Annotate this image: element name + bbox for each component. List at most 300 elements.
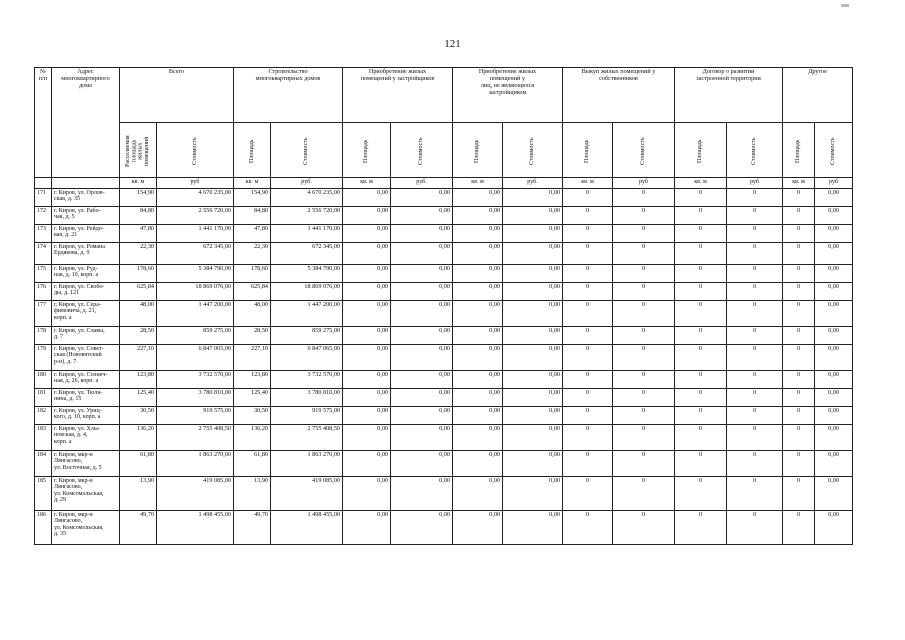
area-cell: 13,90 (234, 477, 271, 511)
cost-cell: 1 441 170,00 (157, 225, 234, 243)
cost-cell: 0 (613, 389, 675, 407)
row-number: 184 (35, 451, 52, 477)
area-cell: 0,00 (343, 407, 391, 425)
area-cell: 0,00 (343, 243, 391, 265)
units-cell-empty (52, 178, 120, 189)
cost-cell: 0 (613, 477, 675, 511)
row-number: 174 (35, 243, 52, 265)
cost-cell: 1 498 455,00 (157, 511, 234, 545)
cost-cell: 0,00 (391, 425, 453, 451)
cost-cell: 0,00 (815, 407, 853, 425)
area-cell: 0 (675, 511, 727, 545)
area-cell: 0 (563, 265, 613, 283)
address-cell: г. Киров, ул. Рабо- чая, д. 5 (52, 207, 120, 225)
area-cell: 136,20 (234, 425, 271, 451)
cost-cell: 672 345,00 (271, 243, 343, 265)
header-sub-label: Стоимость (529, 137, 536, 165)
cost-cell: 0,00 (391, 265, 453, 283)
row-number: 183 (35, 425, 52, 451)
header-sub-cell (343, 123, 391, 178)
area-cell: 61,80 (234, 451, 271, 477)
cost-cell: 0,00 (815, 283, 853, 301)
header-group-territory: Договор о развитии застроенной территории (675, 68, 783, 123)
cost-cell: 0,00 (391, 511, 453, 545)
header-sub-cell (271, 123, 343, 178)
row-number: 181 (35, 389, 52, 407)
cost-cell: 0 (613, 265, 675, 283)
cost-cell: 0,00 (391, 345, 453, 371)
cost-cell: 0,00 (815, 511, 853, 545)
cost-cell: 0,00 (503, 511, 563, 545)
cost-cell: 0 (613, 225, 675, 243)
table-row (35, 371, 853, 389)
area-cell: 625,84 (120, 283, 157, 301)
cost-cell: 0 (727, 511, 783, 545)
address-cell: г. Киров, мкр-н Лянгасово, ул. Комсомольская, д. 35 (52, 511, 120, 545)
table-row (35, 511, 853, 545)
area-cell: 0 (675, 189, 727, 207)
row-number: 186 (35, 511, 52, 545)
header-sub-cell (815, 123, 853, 178)
cost-cell: 0,00 (503, 345, 563, 371)
area-cell: 0,00 (453, 283, 503, 301)
area-cell: 0 (783, 301, 815, 327)
area-cell: 0 (563, 283, 613, 301)
units-cell: кв. м (783, 178, 815, 189)
cost-cell: 0,00 (391, 477, 453, 511)
header-sub-label: Стоимость (303, 137, 310, 165)
cost-cell: 0 (613, 207, 675, 225)
area-cell: 0 (675, 389, 727, 407)
cost-cell: 0 (613, 301, 675, 327)
cost-cell: 0,00 (503, 477, 563, 511)
area-cell: 0,00 (453, 511, 503, 545)
address-cell: г. Киров, ул. Орлов- ская, д. 35 (52, 189, 120, 207)
cost-cell: 0 (727, 389, 783, 407)
area-cell: 178,60 (120, 265, 157, 283)
row-number: 173 (35, 225, 52, 243)
area-cell: 0,00 (453, 243, 503, 265)
address-cell: г. Киров, ул. Руд- ная, д. 10, корп. а (52, 265, 120, 283)
area-cell: 0 (675, 407, 727, 425)
cost-cell: 0 (727, 243, 783, 265)
cost-cell: 419 085,00 (271, 477, 343, 511)
cost-cell: 0 (727, 301, 783, 327)
header-row-number: № п/п (35, 68, 52, 178)
cost-cell: 419 085,00 (157, 477, 234, 511)
address-cell: г. Киров, ул. Свобо- ды, д. 121 (52, 283, 120, 301)
area-cell: 136,20 (120, 425, 157, 451)
header-units-row (35, 178, 853, 189)
header-sub-label: Площадь (474, 139, 481, 163)
area-cell: 154,90 (234, 189, 271, 207)
header-row-groups (35, 68, 853, 123)
cost-cell: 0 (613, 451, 675, 477)
area-cell: 84,80 (234, 207, 271, 225)
area-cell: 0 (675, 225, 727, 243)
area-cell: 227,10 (234, 345, 271, 371)
cost-cell: 5 384 790,00 (157, 265, 234, 283)
cost-cell: 18 869 076,00 (271, 283, 343, 301)
area-cell: 154,90 (120, 189, 157, 207)
header-sub-cell (391, 123, 453, 178)
cost-cell: 0 (727, 407, 783, 425)
area-cell: 0 (563, 389, 613, 407)
units-cell: руб (613, 178, 675, 189)
units-cell: руб (157, 178, 234, 189)
row-number: 175 (35, 265, 52, 283)
cost-cell: 2 755 408,50 (271, 425, 343, 451)
address-cell: г. Киров, ул. Рейдо- вая, д. 21 (52, 225, 120, 243)
area-cell: 30,50 (120, 407, 157, 425)
area-cell: 0,00 (453, 207, 503, 225)
row-number: 178 (35, 327, 52, 345)
cost-cell: 0,00 (815, 345, 853, 371)
area-cell: 0 (783, 327, 815, 345)
address-cell: г. Киров, ул. Романа Ердякова, д. 9 (52, 243, 120, 265)
area-cell: 30,50 (234, 407, 271, 425)
area-cell: 0 (563, 207, 613, 225)
area-cell: 49,70 (120, 511, 157, 545)
cost-cell: 4 670 235,00 (157, 189, 234, 207)
area-cell: 0,00 (453, 371, 503, 389)
table-row (35, 407, 853, 425)
table-row (35, 243, 853, 265)
area-cell: 125,40 (120, 389, 157, 407)
area-cell: 0 (783, 389, 815, 407)
area-cell: 49,70 (234, 511, 271, 545)
table-row (35, 345, 853, 371)
area-cell: 123,80 (234, 371, 271, 389)
header-sub-cell (157, 123, 234, 178)
cost-cell: 0,00 (815, 189, 853, 207)
cost-cell: 0,00 (391, 301, 453, 327)
cost-cell: 4 670 235,00 (271, 189, 343, 207)
area-cell: 0 (563, 511, 613, 545)
cost-cell: 0,00 (503, 451, 563, 477)
area-cell: 0 (783, 283, 815, 301)
cost-cell: 0,00 (391, 225, 453, 243)
cost-cell: 1 447 200,00 (157, 301, 234, 327)
area-cell: 178,60 (234, 265, 271, 283)
address-cell: г. Киров, мкр-н Лянгасово, ул. Комсомольская, д. 29 (52, 477, 120, 511)
table-row (35, 477, 853, 511)
header-group-buyout: Выкуп жилых помещений у собственников (563, 68, 675, 123)
cost-cell: 0,00 (503, 371, 563, 389)
cost-cell: 0,00 (391, 371, 453, 389)
cost-cell: 3 732 570,00 (157, 371, 234, 389)
area-cell: 0 (783, 511, 815, 545)
cost-cell: 0 (727, 207, 783, 225)
cost-cell: 3 780 810,00 (271, 389, 343, 407)
header-group-other: Другое (783, 68, 853, 123)
header-group-developer-purchase: Приобретение жилых помещений у застройщиков (343, 68, 453, 123)
cost-cell: 0,00 (815, 225, 853, 243)
cost-cell: 0,00 (391, 327, 453, 345)
row-number: 185 (35, 477, 52, 511)
header-sub-label: Площадь (584, 139, 591, 163)
cost-cell: 0,00 (391, 207, 453, 225)
address-cell: г. Киров, мкр-н Лянгасово, ул. Восточная, д. 5 (52, 451, 120, 477)
area-cell: 0 (563, 407, 613, 425)
cost-cell: 2 556 720,00 (157, 207, 234, 225)
area-cell: 0 (783, 225, 815, 243)
area-cell: 123,80 (120, 371, 157, 389)
area-cell: 0,00 (343, 425, 391, 451)
cost-cell: 0 (727, 189, 783, 207)
area-cell: 0 (783, 477, 815, 511)
cost-cell: 0 (727, 327, 783, 345)
cost-cell: 0,00 (391, 283, 453, 301)
area-cell: 0,00 (343, 389, 391, 407)
area-cell: 47,80 (120, 225, 157, 243)
area-cell: 47,80 (234, 225, 271, 243)
header-sub-cell (727, 123, 783, 178)
cost-cell: 0,00 (503, 283, 563, 301)
cost-cell: 0,00 (503, 327, 563, 345)
cost-cell: 0,00 (815, 301, 853, 327)
area-cell: 0 (563, 345, 613, 371)
cost-cell: 0,00 (391, 189, 453, 207)
area-cell: 0 (675, 327, 727, 345)
header-sub-cell (503, 123, 563, 178)
area-cell: 0 (563, 425, 613, 451)
units-cell: кв. м (343, 178, 391, 189)
cost-cell: 0,00 (503, 189, 563, 207)
area-cell: 0,00 (453, 265, 503, 283)
header-sub-label: Площадь (795, 139, 802, 163)
header-sub-label: Стоимость (191, 137, 198, 165)
cost-cell: 672 345,00 (157, 243, 234, 265)
cost-cell: 3 732 570,00 (271, 371, 343, 389)
table-row (35, 265, 853, 283)
units-cell: руб. (503, 178, 563, 189)
cost-cell: 1 863 270,00 (271, 451, 343, 477)
header-sub-label: Площадь (697, 139, 704, 163)
area-cell: 0 (563, 301, 613, 327)
table-row (35, 425, 853, 451)
cost-cell: 0,00 (815, 389, 853, 407)
units-cell: кв. м (675, 178, 727, 189)
cost-cell: 0,00 (391, 407, 453, 425)
cost-cell: 0 (613, 345, 675, 371)
area-cell: 0 (783, 371, 815, 389)
area-cell: 0 (675, 425, 727, 451)
units-cell: руб. (391, 178, 453, 189)
area-cell: 13,90 (120, 477, 157, 511)
table-row (35, 301, 853, 327)
area-cell: 125,40 (234, 389, 271, 407)
cost-cell: 0,00 (503, 207, 563, 225)
area-cell: 0,00 (453, 407, 503, 425)
cost-cell: 0 (613, 327, 675, 345)
area-cell: 0 (563, 189, 613, 207)
header-sub-cell (453, 123, 503, 178)
cost-cell: 0,00 (503, 407, 563, 425)
cost-cell: 0 (727, 345, 783, 371)
units-cell: руб (727, 178, 783, 189)
cost-cell: 0,00 (391, 243, 453, 265)
cost-cell: 0,00 (391, 389, 453, 407)
row-number: 180 (35, 371, 52, 389)
cost-cell: 0,00 (503, 265, 563, 283)
cost-cell: 2 755 408,50 (157, 425, 234, 451)
cost-cell: 0 (727, 477, 783, 511)
area-cell: 0 (783, 451, 815, 477)
area-cell: 28,50 (120, 327, 157, 345)
area-cell: 0 (563, 225, 613, 243)
table-row (35, 327, 853, 345)
area-cell: 0 (783, 425, 815, 451)
cost-cell: 0,00 (815, 425, 853, 451)
address-cell: г. Киров, ул. Сера- фимовича, д. 21, корп. а (52, 301, 120, 327)
header-group-construction: Строительство многоквартирных домов (234, 68, 343, 123)
cost-cell: 0,00 (503, 301, 563, 327)
table-row (35, 207, 853, 225)
row-number: 179 (35, 345, 52, 371)
cost-cell: 0 (613, 511, 675, 545)
cost-cell: 0 (613, 283, 675, 301)
header-sub-cell (613, 123, 675, 178)
area-cell: 0 (675, 243, 727, 265)
area-cell: 0,00 (343, 189, 391, 207)
cost-cell: 0,00 (391, 451, 453, 477)
cost-cell: 0,00 (815, 451, 853, 477)
cost-cell: 1 498 455,00 (271, 511, 343, 545)
area-cell: 227,10 (120, 345, 157, 371)
header-sub-cell (783, 123, 815, 178)
area-cell: 48,00 (120, 301, 157, 327)
table-body (35, 189, 853, 545)
cost-cell: 1 441 170,00 (271, 225, 343, 243)
area-cell: 0,00 (453, 345, 503, 371)
area-cell: 0,00 (343, 283, 391, 301)
header-address: Адрес многоквартирного дома (52, 68, 120, 178)
header-sub-label: Стоимость (751, 137, 758, 165)
cost-cell: 0 (727, 225, 783, 243)
area-cell: 0,00 (343, 225, 391, 243)
area-cell: 0,00 (453, 225, 503, 243)
cost-cell: 1 447 200,00 (271, 301, 343, 327)
units-cell: руб. (271, 178, 343, 189)
area-cell: 0,00 (343, 301, 391, 327)
table-row (35, 189, 853, 207)
cost-cell: 0 (727, 425, 783, 451)
header-sub-cell (563, 123, 613, 178)
table-row (35, 225, 853, 243)
area-cell: 61,80 (120, 451, 157, 477)
cost-cell: 0 (613, 407, 675, 425)
cost-cell: 0,00 (815, 207, 853, 225)
area-cell: 0,00 (453, 451, 503, 477)
page-number: 121 (444, 38, 461, 50)
area-cell: 48,00 (234, 301, 271, 327)
address-cell: г. Киров, ул. Солнеч- ная, д. 26, корп. а (52, 371, 120, 389)
units-cell: кв. м (563, 178, 613, 189)
header-sub-label: Стоимость (830, 137, 837, 165)
cost-cell: 2 556 720,00 (271, 207, 343, 225)
address-cell: г. Киров, ул. Совет- ская (Нововятский р-н), д. 7 (52, 345, 120, 371)
header-sub-label: Расселяемая площадь жилых помещений (125, 135, 151, 167)
area-cell: 0,00 (453, 389, 503, 407)
area-cell: 0,00 (343, 345, 391, 371)
area-cell: 0 (563, 371, 613, 389)
area-cell: 0 (675, 283, 727, 301)
area-cell: 0 (675, 345, 727, 371)
cost-cell: 0 (727, 371, 783, 389)
cost-cell: 0 (613, 189, 675, 207)
address-cell: г. Киров, ул. Славы, д. 7 (52, 327, 120, 345)
cost-cell: 0,00 (815, 327, 853, 345)
cost-cell: 0,00 (503, 389, 563, 407)
table-row (35, 389, 853, 407)
header-sub-label: Стоимость (640, 137, 647, 165)
row-number: 171 (35, 189, 52, 207)
cost-cell: 6 847 065,00 (157, 345, 234, 371)
address-cell: г. Киров, ул. Хлы- новская, д. 4, корп. а (52, 425, 120, 451)
row-number: 177 (35, 301, 52, 327)
header-sub-cell (675, 123, 727, 178)
area-cell: 22,30 (120, 243, 157, 265)
area-cell: 0 (675, 265, 727, 283)
cost-cell: 859 275,00 (157, 327, 234, 345)
area-cell: 0,00 (453, 301, 503, 327)
cost-cell: 0 (613, 243, 675, 265)
area-cell: 0,00 (453, 425, 503, 451)
units-cell-empty (35, 178, 52, 189)
units-cell: кв. м (120, 178, 157, 189)
address-cell: г. Киров, ул. Уриц- кого, д. 10, корп. а (52, 407, 120, 425)
area-cell: 0 (675, 451, 727, 477)
header-group-other-purchase: Приобретение жилых помещений у лиц, не являющихся застройщиком (453, 68, 563, 123)
units-cell: кв. м (453, 178, 503, 189)
cost-cell: 0,00 (815, 265, 853, 283)
area-cell: 0 (563, 327, 613, 345)
cost-cell: 919 575,00 (157, 407, 234, 425)
cost-cell: 18 869 076,00 (157, 283, 234, 301)
cost-cell: 3 780 810,00 (157, 389, 234, 407)
area-cell: 0,00 (343, 327, 391, 345)
cost-cell: 0,00 (503, 425, 563, 451)
resettlement-table (34, 67, 853, 545)
area-cell: 0,00 (343, 207, 391, 225)
cost-cell: 0 (613, 371, 675, 389)
header-sub-cell (120, 123, 157, 178)
header-group-total: Всего (120, 68, 234, 123)
area-cell: 0 (783, 345, 815, 371)
header-sub-cell (234, 123, 271, 178)
table-row (35, 283, 853, 301)
cost-cell: 0,00 (815, 371, 853, 389)
header-sub-label: Площадь (363, 139, 370, 163)
area-cell: 0,00 (453, 189, 503, 207)
cost-cell: 1 863 270,00 (157, 451, 234, 477)
area-cell: 0 (563, 451, 613, 477)
cost-cell: 0,00 (815, 477, 853, 511)
area-cell: 0,00 (343, 451, 391, 477)
cost-cell: 0 (613, 425, 675, 451)
row-number: 172 (35, 207, 52, 225)
area-cell: 0,00 (453, 477, 503, 511)
area-cell: 0 (563, 477, 613, 511)
header-row-sub (35, 123, 853, 178)
table-row (35, 451, 853, 477)
header-sub-label: Площадь (248, 139, 255, 163)
cost-cell: 5 384 790,00 (271, 265, 343, 283)
area-cell: 84,80 (120, 207, 157, 225)
cost-cell: 0 (727, 451, 783, 477)
area-cell: 0 (675, 371, 727, 389)
